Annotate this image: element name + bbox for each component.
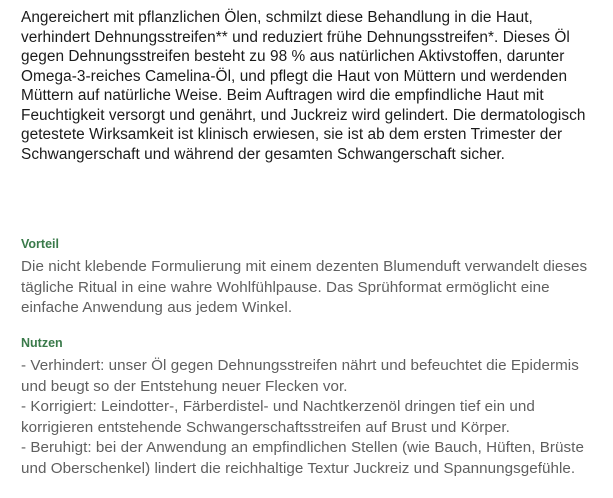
nutzen-item-verhindert: - Verhindert: unser Öl gegen Dehnungsstreifen nährt und befeuchtet die Epidermis und beugt so der Entstehung neuer Flecken vor. — [21, 357, 579, 395]
section-heading-vorteil: Vorteil — [21, 237, 59, 251]
nutzen-list — [21, 356, 601, 480]
vorteil-text: Die nicht klebende Formulierung mit einem dezenten Blumenduft verwandelt dieses tägliche Ritual in eine wahre Wohlfühlpause. Das Sprühformat ermöglicht eine einfache Anwendung aus jedem Winkel. — [21, 258, 588, 317]
product-description — [21, 8, 601, 477]
section-heading-nutzen: Nutzen — [21, 336, 63, 350]
description-intro: Angereichert mit pflanzlichen Ölen, schmilzt diese Behandlung in die Haut, verhindert Dehnungsstreifen** und reduziert frühe Dehnungsstreifen*. Dieses Öl gegen Dehnungsstreifen besteht zu 98 % aus natürlichen Aktivstoffen, darunter Omega-3-reiches Camelina-Öl, und pflegt die Haut von Müttern und werdenden Müttern auf natürliche Weise. Beim Auftragen wird die empfindliche Haut mit Feuchtigkeit versorgt und genährt, und Juckreiz wird gelindert. Die dermatologisch getestete Wirksamkeit ist klinisch erwiesen, sie ist ab dem ersten Trimester der Schwangerschaft und während der gesamten Schwangerschaft sicher. — [21, 9, 586, 163]
nutzen-item-beruhigt: - Beruhigt: bei der Anwendung an empfindlichen Stellen (wie Bauch, Hüften, Brüste und Oberschenkel) lindert die reichhaltige Textur Juckreiz und Spannungsgefühle. — [21, 439, 584, 477]
nutzen-item-korrigiert: - Korrigiert: Leindotter-, Färberdistel- und Nachtkerzenöl dringen tief ein und korrigieren entstehende Schwangerschaftsstreifen auf Brust und Körper. — [21, 398, 535, 436]
